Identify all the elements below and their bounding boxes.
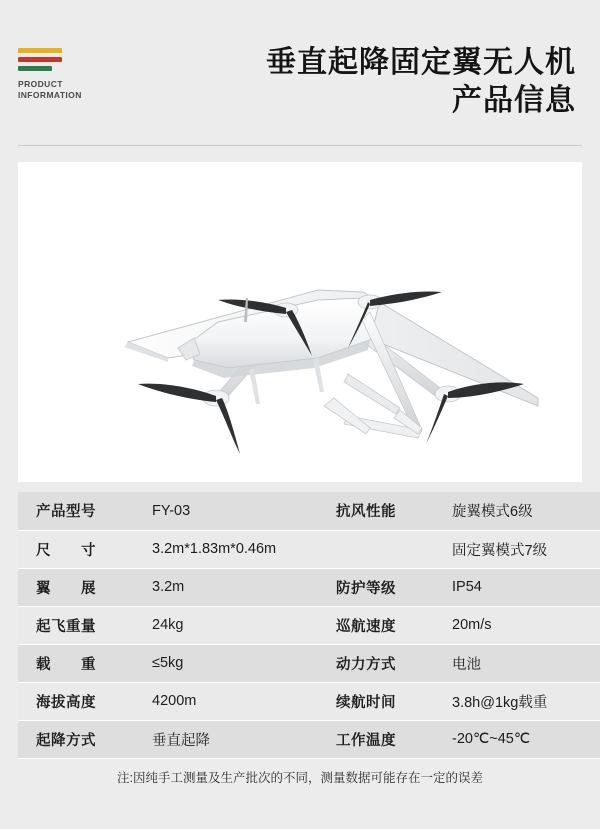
spec-key-takeoff-mode: 起降方式 [18, 720, 146, 758]
spec-value-power-type: 电池 [446, 644, 600, 682]
logo-bar-red [18, 57, 62, 62]
spec-value-wingspan: 3.2m [146, 568, 330, 606]
spec-value-ip-rating: IP54 [446, 568, 600, 606]
spec-key-ip-rating: 防护等级 [330, 568, 446, 606]
spec-key-altitude: 海拔高度 [18, 682, 146, 720]
spec-key-blank [330, 530, 446, 568]
page-title-line2: 产品信息 [452, 84, 576, 117]
spec-value-dimensions: 3.2m*1.83m*0.46m [146, 530, 330, 568]
page-title [266, 44, 576, 120]
logo-text-line2: INFORMATION [18, 90, 82, 100]
logo-text-line1: PRODUCT [18, 79, 63, 89]
spec-value-takeoff-weight: 24kg [146, 606, 330, 644]
specifications-table [18, 492, 600, 759]
table-row [18, 492, 600, 530]
spec-key-operating-temperature: 工作温度 [330, 720, 446, 758]
spec-key-payload: 载 重 [18, 644, 146, 682]
table-row [18, 682, 600, 720]
spec-value-takeoff-mode: 垂直起降 [146, 720, 330, 758]
page-header [0, 0, 600, 152]
footnote: 注:因纯手工测量及生产批次的不同，测量数据可能存在一定的误差 [117, 770, 483, 785]
spec-value-altitude: 4200m [146, 682, 330, 720]
table-row [18, 644, 600, 682]
spec-key-model: 产品型号 [18, 492, 146, 530]
table-row [18, 720, 600, 758]
spec-value-endurance: 3.8h@1kg载重 [446, 682, 600, 720]
spec-key-cruise-speed: 巡航速度 [330, 606, 446, 644]
logo-bars-icon [18, 48, 62, 71]
spec-key-wingspan: 翼 展 [18, 568, 146, 606]
spec-value-payload: ≤5kg [146, 644, 330, 682]
logo-text [18, 79, 138, 101]
table-row [18, 530, 600, 568]
logo-bar-green [18, 66, 52, 71]
spec-key-endurance: 续航时间 [330, 682, 446, 720]
spec-value-wind-resistance: 旋翼模式6级 [446, 492, 600, 530]
spec-key-wind-resistance: 抗风性能 [330, 492, 446, 530]
spec-key-power-type: 动力方式 [330, 644, 446, 682]
product-image-panel [18, 162, 582, 482]
table-row [18, 568, 600, 606]
spec-value-wind-resistance-fixedwing: 固定翼模式7级 [446, 530, 600, 568]
spec-key-takeoff-weight: 起飞重量 [18, 606, 146, 644]
logo-bar-yellow [18, 48, 62, 53]
spec-table-body [18, 492, 600, 758]
spec-value-model: FY-03 [146, 492, 330, 530]
header-divider [18, 145, 582, 146]
drone-illustration [18, 162, 582, 482]
table-row [18, 606, 600, 644]
spec-value-cruise-speed: 20m/s [446, 606, 600, 644]
brand-logo [18, 48, 138, 101]
spec-key-dimensions: 尺 寸 [18, 530, 146, 568]
page-title-line1: 垂直起降固定翼无人机 [266, 46, 576, 79]
spec-value-operating-temperature: -20℃~45℃ [446, 720, 600, 758]
